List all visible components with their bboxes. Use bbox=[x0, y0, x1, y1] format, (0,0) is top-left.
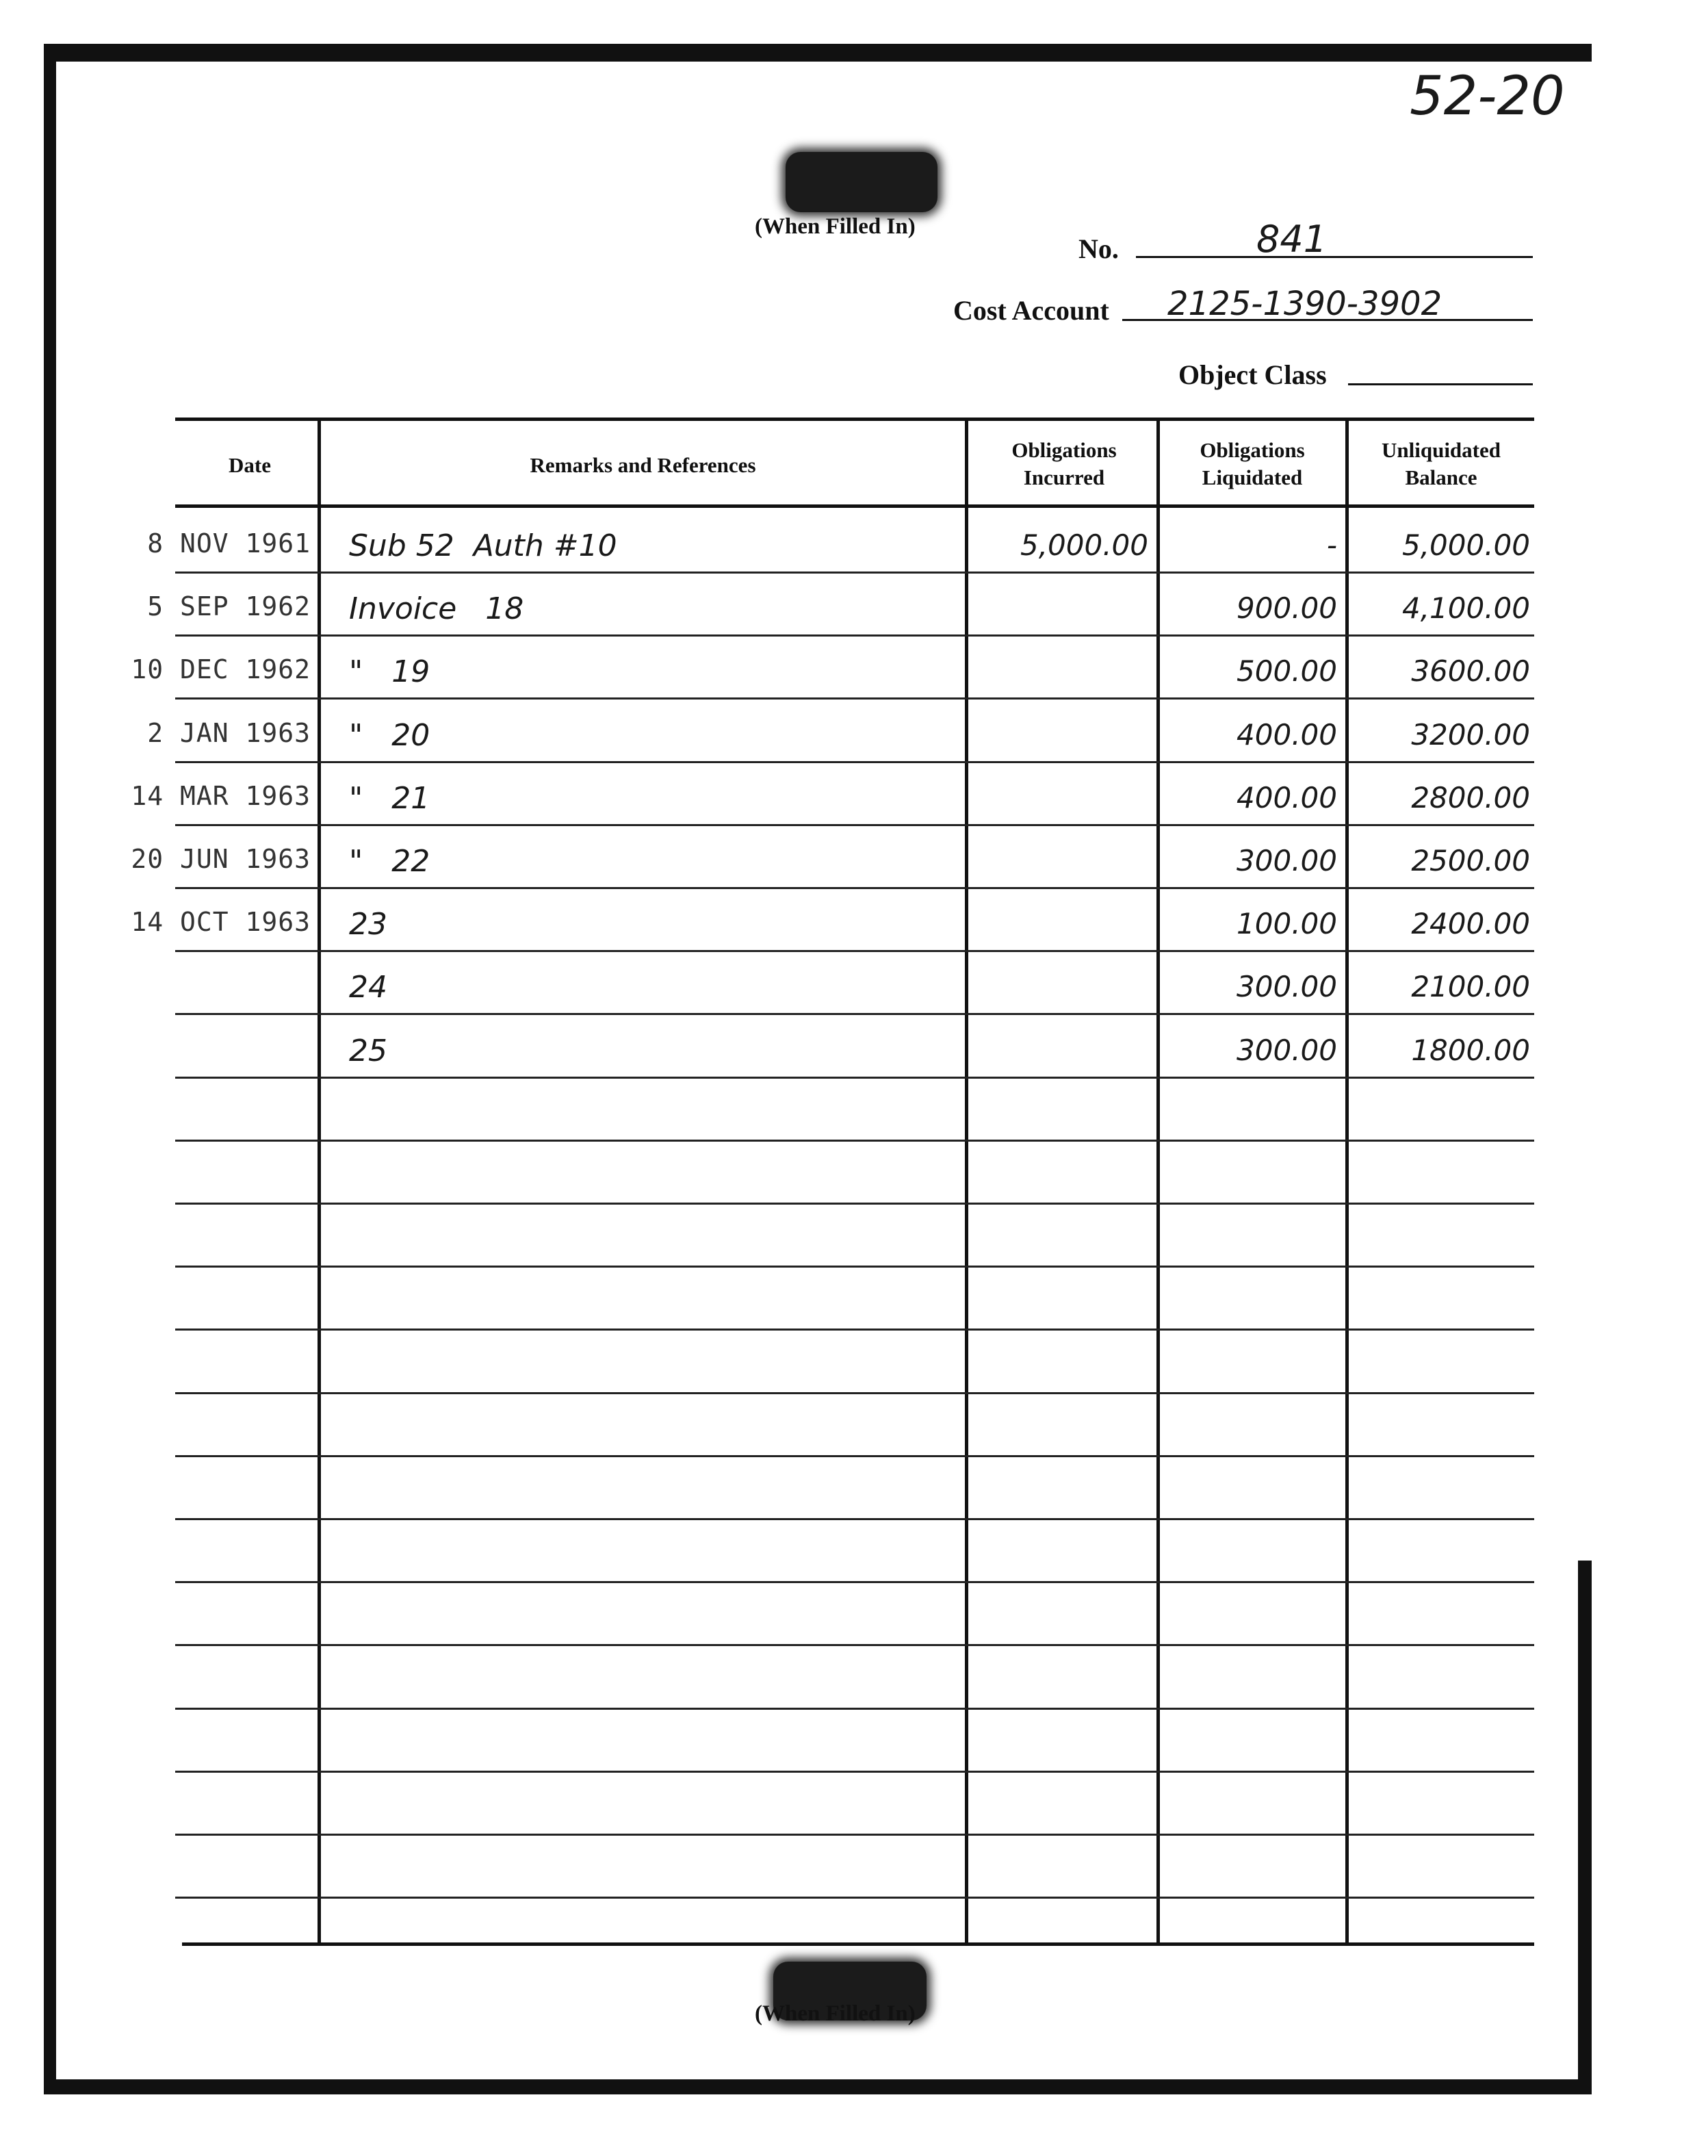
classification-caption-top: (When Filled In) bbox=[755, 214, 916, 239]
row-obligations-liquidated: 400.00 bbox=[1237, 718, 1337, 752]
row-remarks: " 21 bbox=[349, 781, 430, 816]
header-obligations-incurred: Obligations Incurred bbox=[1011, 438, 1117, 489]
col-sep-liquidated bbox=[1345, 419, 1349, 1944]
row-rule bbox=[175, 697, 1534, 700]
row-rule bbox=[175, 572, 1534, 574]
row-obligations-liquidated: 300.00 bbox=[1237, 970, 1337, 1003]
row-rule bbox=[175, 1140, 1534, 1142]
header-unliquidated-balance: Unliquidated Balance bbox=[1381, 438, 1501, 489]
number-line bbox=[1136, 256, 1533, 258]
row-rule bbox=[175, 634, 1534, 637]
scan-border-left bbox=[44, 44, 56, 2088]
row-obligations-liquidated: 500.00 bbox=[1237, 654, 1337, 688]
row-rule bbox=[175, 1897, 1534, 1899]
row-remarks: " 22 bbox=[349, 844, 430, 879]
header-remarks: Remarks and References bbox=[530, 453, 756, 477]
row-unliquidated-balance: 2100.00 bbox=[1411, 970, 1530, 1003]
number-value: 841 bbox=[1256, 218, 1328, 261]
redacted-classification-mark-top bbox=[786, 152, 937, 212]
row-remarks: " 20 bbox=[349, 718, 430, 753]
row-rule bbox=[175, 1013, 1534, 1015]
row-rule bbox=[175, 1329, 1534, 1331]
row-rule bbox=[175, 1203, 1534, 1205]
corner-reference-number: 52-20 bbox=[1410, 66, 1565, 127]
classification-caption-bottom: (When Filled In) bbox=[755, 2001, 916, 2026]
row-date: 2 JAN 1963 bbox=[147, 718, 311, 748]
row-date: 10 DEC 1962 bbox=[131, 654, 311, 684]
object-class-line bbox=[1348, 383, 1533, 385]
row-rule bbox=[175, 950, 1534, 952]
cost-account-label: Cost Account bbox=[953, 295, 1109, 326]
row-obligations-liquidated: 400.00 bbox=[1237, 781, 1337, 814]
header-date: Date bbox=[229, 453, 271, 477]
row-rule bbox=[175, 761, 1534, 763]
row-rule bbox=[175, 1644, 1534, 1646]
col-sep-date bbox=[318, 419, 321, 1944]
scan-border-bottom bbox=[44, 2079, 1592, 2094]
row-unliquidated-balance: 2500.00 bbox=[1411, 844, 1530, 877]
row-unliquidated-balance: 3200.00 bbox=[1411, 718, 1530, 752]
row-date: 14 OCT 1963 bbox=[131, 907, 311, 937]
row-obligations-liquidated: 300.00 bbox=[1237, 844, 1337, 877]
row-rule bbox=[175, 1771, 1534, 1773]
row-rule bbox=[175, 1266, 1534, 1268]
row-remarks: Invoice 18 bbox=[349, 591, 524, 626]
row-unliquidated-balance: 2400.00 bbox=[1411, 907, 1530, 940]
row-date: 14 MAR 1963 bbox=[131, 781, 311, 811]
scan-border-top bbox=[44, 44, 1592, 62]
row-unliquidated-balance: 3600.00 bbox=[1411, 654, 1530, 688]
row-obligations-liquidated: 100.00 bbox=[1237, 907, 1337, 940]
row-unliquidated-balance: 4,100.00 bbox=[1401, 591, 1530, 625]
col-sep-incurred bbox=[1156, 419, 1160, 1944]
row-obligations-liquidated: - bbox=[1326, 528, 1337, 562]
row-remarks: 25 bbox=[349, 1034, 387, 1068]
col-sep-remarks bbox=[965, 419, 968, 1944]
table-top-rule bbox=[175, 418, 1534, 421]
row-rule bbox=[175, 1834, 1534, 1836]
row-remarks: 24 bbox=[349, 970, 387, 1005]
row-obligations-liquidated: 900.00 bbox=[1237, 591, 1337, 625]
row-remarks: " 19 bbox=[349, 654, 430, 689]
row-rule bbox=[175, 1455, 1534, 1457]
row-date: 5 SEP 1962 bbox=[147, 591, 311, 621]
cost-account-value: 2125-1390-3902 bbox=[1167, 285, 1442, 323]
row-rule bbox=[175, 1077, 1534, 1079]
row-rule bbox=[175, 1518, 1534, 1520]
row-remarks: 23 bbox=[349, 907, 387, 942]
row-unliquidated-balance: 5,000.00 bbox=[1401, 528, 1530, 562]
row-date: 8 NOV 1961 bbox=[147, 528, 311, 559]
header-bottom-rule bbox=[175, 504, 1534, 508]
row-unliquidated-balance: 2800.00 bbox=[1411, 781, 1530, 814]
row-rule bbox=[175, 887, 1534, 889]
header-obligations-liquidated: Obligations Liquidated bbox=[1200, 438, 1305, 489]
object-class-label: Object Class bbox=[1178, 359, 1327, 390]
row-rule bbox=[175, 1581, 1534, 1583]
row-unliquidated-balance: 1800.00 bbox=[1411, 1034, 1530, 1067]
row-rule bbox=[175, 1392, 1534, 1394]
row-obligations-incurred: 5,000.00 bbox=[1020, 528, 1148, 562]
table-bottom-rule bbox=[182, 1942, 1534, 1946]
row-remarks: Sub 52 Auth #10 bbox=[349, 528, 617, 563]
scan-border-right bbox=[1578, 1561, 1592, 2094]
row-rule bbox=[175, 824, 1534, 826]
row-rule bbox=[175, 1708, 1534, 1710]
number-label: No. bbox=[1078, 233, 1119, 264]
row-date: 20 JUN 1963 bbox=[131, 844, 311, 874]
row-obligations-liquidated: 300.00 bbox=[1237, 1034, 1337, 1067]
